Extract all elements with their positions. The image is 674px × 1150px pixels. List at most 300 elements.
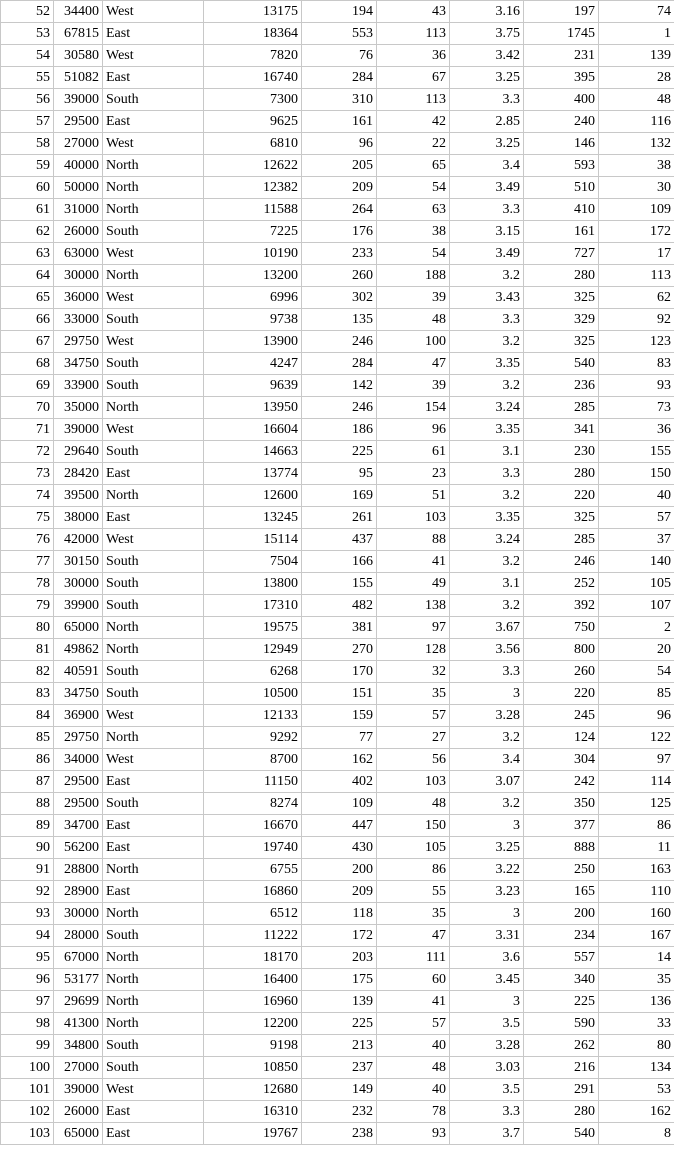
cell-row-id[interactable]: 78 bbox=[1, 573, 54, 595]
cell-value-b[interactable]: 225 bbox=[302, 441, 377, 463]
cell-rate[interactable]: 3.3 bbox=[450, 661, 524, 683]
cell-row-id[interactable]: 76 bbox=[1, 529, 54, 551]
cell-region[interactable]: East bbox=[103, 771, 204, 793]
cell-value-a[interactable]: 6996 bbox=[204, 287, 302, 309]
cell-rate[interactable]: 3.6 bbox=[450, 947, 524, 969]
cell-value-c[interactable]: 154 bbox=[377, 397, 450, 419]
cell-income[interactable]: 50000 bbox=[54, 177, 103, 199]
cell-rate[interactable]: 3 bbox=[450, 683, 524, 705]
cell-value-b[interactable]: 149 bbox=[302, 1079, 377, 1101]
cell-region[interactable]: South bbox=[103, 683, 204, 705]
cell-income[interactable]: 41300 bbox=[54, 1013, 103, 1035]
cell-value-c[interactable]: 47 bbox=[377, 925, 450, 947]
cell-rank[interactable]: 110 bbox=[599, 881, 674, 903]
cell-value-c[interactable]: 51 bbox=[377, 485, 450, 507]
cell-row-id[interactable]: 92 bbox=[1, 881, 54, 903]
cell-value-d[interactable]: 280 bbox=[524, 265, 599, 287]
cell-region[interactable]: South bbox=[103, 551, 204, 573]
cell-income[interactable]: 53177 bbox=[54, 969, 103, 991]
cell-income[interactable]: 26000 bbox=[54, 221, 103, 243]
cell-row-id[interactable]: 55 bbox=[1, 67, 54, 89]
cell-value-b[interactable]: 310 bbox=[302, 89, 377, 111]
cell-value-b[interactable]: 238 bbox=[302, 1123, 377, 1145]
cell-rate[interactable]: 3.2 bbox=[450, 331, 524, 353]
cell-row-id[interactable]: 61 bbox=[1, 199, 54, 221]
cell-income[interactable]: 34700 bbox=[54, 815, 103, 837]
cell-row-id[interactable]: 59 bbox=[1, 155, 54, 177]
cell-value-a[interactable]: 19767 bbox=[204, 1123, 302, 1145]
cell-region[interactable]: East bbox=[103, 111, 204, 133]
cell-value-b[interactable]: 284 bbox=[302, 67, 377, 89]
cell-rank[interactable]: 155 bbox=[599, 441, 674, 463]
cell-region[interactable]: West bbox=[103, 133, 204, 155]
cell-income[interactable]: 27000 bbox=[54, 1057, 103, 1079]
cell-rate[interactable]: 3.1 bbox=[450, 441, 524, 463]
cell-rank[interactable]: 62 bbox=[599, 287, 674, 309]
cell-value-c[interactable]: 86 bbox=[377, 859, 450, 881]
cell-value-c[interactable]: 67 bbox=[377, 67, 450, 89]
cell-rank[interactable]: 125 bbox=[599, 793, 674, 815]
cell-value-b[interactable]: 186 bbox=[302, 419, 377, 441]
cell-income[interactable]: 38000 bbox=[54, 507, 103, 529]
cell-region[interactable]: North bbox=[103, 177, 204, 199]
cell-value-a[interactable]: 12622 bbox=[204, 155, 302, 177]
cell-region[interactable]: North bbox=[103, 155, 204, 177]
cell-value-d[interactable]: 250 bbox=[524, 859, 599, 881]
cell-rate[interactable]: 3.3 bbox=[450, 199, 524, 221]
cell-row-id[interactable]: 81 bbox=[1, 639, 54, 661]
cell-income[interactable]: 30150 bbox=[54, 551, 103, 573]
cell-value-d[interactable]: 350 bbox=[524, 793, 599, 815]
cell-value-c[interactable]: 48 bbox=[377, 309, 450, 331]
cell-rank[interactable]: 40 bbox=[599, 485, 674, 507]
cell-income[interactable]: 34750 bbox=[54, 353, 103, 375]
cell-value-b[interactable]: 209 bbox=[302, 881, 377, 903]
cell-value-a[interactable]: 11588 bbox=[204, 199, 302, 221]
cell-value-a[interactable]: 9738 bbox=[204, 309, 302, 331]
cell-value-d[interactable]: 285 bbox=[524, 529, 599, 551]
cell-region[interactable]: West bbox=[103, 287, 204, 309]
cell-rank[interactable]: 162 bbox=[599, 1101, 674, 1123]
cell-value-b[interactable]: 151 bbox=[302, 683, 377, 705]
cell-value-d[interactable]: 246 bbox=[524, 551, 599, 573]
cell-rate[interactable]: 3.03 bbox=[450, 1057, 524, 1079]
cell-value-d[interactable]: 230 bbox=[524, 441, 599, 463]
cell-value-d[interactable]: 234 bbox=[524, 925, 599, 947]
cell-region[interactable]: North bbox=[103, 1013, 204, 1035]
cell-rate[interactable]: 3.3 bbox=[450, 89, 524, 111]
cell-row-id[interactable]: 64 bbox=[1, 265, 54, 287]
cell-value-b[interactable]: 142 bbox=[302, 375, 377, 397]
cell-row-id[interactable]: 66 bbox=[1, 309, 54, 331]
cell-rate[interactable]: 3.2 bbox=[450, 265, 524, 287]
cell-region[interactable]: East bbox=[103, 815, 204, 837]
cell-rank[interactable]: 20 bbox=[599, 639, 674, 661]
cell-value-b[interactable]: 213 bbox=[302, 1035, 377, 1057]
cell-value-b[interactable]: 170 bbox=[302, 661, 377, 683]
cell-value-b[interactable]: 159 bbox=[302, 705, 377, 727]
cell-rank[interactable]: 86 bbox=[599, 815, 674, 837]
cell-value-a[interactable]: 13200 bbox=[204, 265, 302, 287]
cell-value-d[interactable]: 888 bbox=[524, 837, 599, 859]
cell-rate[interactable]: 3.15 bbox=[450, 221, 524, 243]
cell-value-b[interactable]: 264 bbox=[302, 199, 377, 221]
cell-rate[interactable]: 3.5 bbox=[450, 1079, 524, 1101]
cell-rate[interactable]: 3.4 bbox=[450, 155, 524, 177]
cell-value-a[interactable]: 16860 bbox=[204, 881, 302, 903]
cell-rate[interactable]: 3.23 bbox=[450, 881, 524, 903]
cell-value-b[interactable]: 260 bbox=[302, 265, 377, 287]
cell-row-id[interactable]: 98 bbox=[1, 1013, 54, 1035]
cell-value-a[interactable]: 9198 bbox=[204, 1035, 302, 1057]
cell-value-d[interactable]: 165 bbox=[524, 881, 599, 903]
cell-rank[interactable]: 48 bbox=[599, 89, 674, 111]
cell-row-id[interactable]: 83 bbox=[1, 683, 54, 705]
cell-region[interactable]: South bbox=[103, 573, 204, 595]
cell-value-d[interactable]: 220 bbox=[524, 485, 599, 507]
cell-value-c[interactable]: 113 bbox=[377, 89, 450, 111]
cell-value-c[interactable]: 61 bbox=[377, 441, 450, 463]
cell-rank[interactable]: 97 bbox=[599, 749, 674, 771]
cell-row-id[interactable]: 96 bbox=[1, 969, 54, 991]
cell-value-a[interactable]: 16740 bbox=[204, 67, 302, 89]
cell-income[interactable]: 39000 bbox=[54, 89, 103, 111]
cell-value-d[interactable]: 377 bbox=[524, 815, 599, 837]
cell-region[interactable]: South bbox=[103, 375, 204, 397]
cell-value-a[interactable]: 19740 bbox=[204, 837, 302, 859]
cell-value-b[interactable]: 437 bbox=[302, 529, 377, 551]
cell-value-b[interactable]: 261 bbox=[302, 507, 377, 529]
cell-row-id[interactable]: 69 bbox=[1, 375, 54, 397]
cell-income[interactable]: 36900 bbox=[54, 705, 103, 727]
cell-rank[interactable]: 85 bbox=[599, 683, 674, 705]
cell-value-c[interactable]: 138 bbox=[377, 595, 450, 617]
cell-value-b[interactable]: 155 bbox=[302, 573, 377, 595]
cell-value-a[interactable]: 15114 bbox=[204, 529, 302, 551]
cell-rate[interactable]: 3.28 bbox=[450, 705, 524, 727]
cell-row-id[interactable]: 84 bbox=[1, 705, 54, 727]
cell-row-id[interactable]: 85 bbox=[1, 727, 54, 749]
cell-rate[interactable]: 3.49 bbox=[450, 243, 524, 265]
cell-rate[interactable]: 3.43 bbox=[450, 287, 524, 309]
cell-rank[interactable]: 160 bbox=[599, 903, 674, 925]
cell-value-a[interactable]: 7820 bbox=[204, 45, 302, 67]
cell-value-c[interactable]: 60 bbox=[377, 969, 450, 991]
cell-region[interactable]: South bbox=[103, 595, 204, 617]
cell-value-c[interactable]: 39 bbox=[377, 287, 450, 309]
cell-value-c[interactable]: 40 bbox=[377, 1035, 450, 1057]
cell-value-d[interactable]: 216 bbox=[524, 1057, 599, 1079]
cell-rank[interactable]: 132 bbox=[599, 133, 674, 155]
cell-income[interactable]: 27000 bbox=[54, 133, 103, 155]
cell-value-d[interactable]: 1745 bbox=[524, 23, 599, 45]
cell-region[interactable]: North bbox=[103, 969, 204, 991]
cell-rate[interactable]: 3.25 bbox=[450, 837, 524, 859]
cell-value-d[interactable]: 280 bbox=[524, 463, 599, 485]
cell-value-c[interactable]: 48 bbox=[377, 1057, 450, 1079]
cell-value-a[interactable]: 18364 bbox=[204, 23, 302, 45]
cell-row-id[interactable]: 82 bbox=[1, 661, 54, 683]
cell-region[interactable]: North bbox=[103, 991, 204, 1013]
cell-row-id[interactable]: 87 bbox=[1, 771, 54, 793]
cell-value-c[interactable]: 103 bbox=[377, 771, 450, 793]
cell-value-b[interactable]: 270 bbox=[302, 639, 377, 661]
cell-value-b[interactable]: 166 bbox=[302, 551, 377, 573]
cell-income[interactable]: 49862 bbox=[54, 639, 103, 661]
cell-value-a[interactable]: 7504 bbox=[204, 551, 302, 573]
cell-row-id[interactable]: 62 bbox=[1, 221, 54, 243]
cell-rate[interactable]: 3.75 bbox=[450, 23, 524, 45]
cell-row-id[interactable]: 57 bbox=[1, 111, 54, 133]
cell-value-d[interactable]: 329 bbox=[524, 309, 599, 331]
cell-rate[interactable]: 3.2 bbox=[450, 485, 524, 507]
cell-rank[interactable]: 83 bbox=[599, 353, 674, 375]
cell-value-c[interactable]: 27 bbox=[377, 727, 450, 749]
cell-value-b[interactable]: 135 bbox=[302, 309, 377, 331]
cell-value-c[interactable]: 42 bbox=[377, 111, 450, 133]
cell-value-d[interactable]: 291 bbox=[524, 1079, 599, 1101]
cell-income[interactable]: 67815 bbox=[54, 23, 103, 45]
cell-rank[interactable]: 93 bbox=[599, 375, 674, 397]
cell-value-c[interactable]: 32 bbox=[377, 661, 450, 683]
cell-value-b[interactable]: 96 bbox=[302, 133, 377, 155]
cell-value-d[interactable]: 510 bbox=[524, 177, 599, 199]
cell-row-id[interactable]: 89 bbox=[1, 815, 54, 837]
cell-rate[interactable]: 3.4 bbox=[450, 749, 524, 771]
cell-region[interactable]: North bbox=[103, 903, 204, 925]
cell-value-a[interactable]: 16400 bbox=[204, 969, 302, 991]
cell-rate[interactable]: 3.2 bbox=[450, 375, 524, 397]
cell-income[interactable]: 26000 bbox=[54, 1101, 103, 1123]
cell-value-b[interactable]: 381 bbox=[302, 617, 377, 639]
cell-value-a[interactable]: 6810 bbox=[204, 133, 302, 155]
cell-value-b[interactable]: 447 bbox=[302, 815, 377, 837]
cell-rate[interactable]: 3 bbox=[450, 991, 524, 1013]
cell-value-c[interactable]: 41 bbox=[377, 551, 450, 573]
cell-rate[interactable]: 3.7 bbox=[450, 1123, 524, 1145]
cell-value-c[interactable]: 48 bbox=[377, 793, 450, 815]
cell-region[interactable]: North bbox=[103, 199, 204, 221]
cell-value-d[interactable]: 540 bbox=[524, 1123, 599, 1145]
cell-value-a[interactable]: 11222 bbox=[204, 925, 302, 947]
cell-income[interactable]: 28900 bbox=[54, 881, 103, 903]
cell-rate[interactable]: 3.56 bbox=[450, 639, 524, 661]
cell-region[interactable]: West bbox=[103, 243, 204, 265]
cell-income[interactable]: 51082 bbox=[54, 67, 103, 89]
cell-income[interactable]: 29500 bbox=[54, 793, 103, 815]
cell-value-d[interactable]: 341 bbox=[524, 419, 599, 441]
cell-value-d[interactable]: 200 bbox=[524, 903, 599, 925]
cell-value-b[interactable]: 109 bbox=[302, 793, 377, 815]
cell-rank[interactable]: 54 bbox=[599, 661, 674, 683]
cell-value-a[interactable]: 9625 bbox=[204, 111, 302, 133]
cell-value-b[interactable]: 95 bbox=[302, 463, 377, 485]
cell-row-id[interactable]: 53 bbox=[1, 23, 54, 45]
cell-value-a[interactable]: 10500 bbox=[204, 683, 302, 705]
cell-value-d[interactable]: 245 bbox=[524, 705, 599, 727]
cell-income[interactable]: 29500 bbox=[54, 111, 103, 133]
cell-value-d[interactable]: 240 bbox=[524, 111, 599, 133]
cell-row-id[interactable]: 65 bbox=[1, 287, 54, 309]
cell-value-b[interactable]: 176 bbox=[302, 221, 377, 243]
cell-value-c[interactable]: 23 bbox=[377, 463, 450, 485]
cell-value-a[interactable]: 12382 bbox=[204, 177, 302, 199]
cell-value-b[interactable]: 302 bbox=[302, 287, 377, 309]
cell-row-id[interactable]: 80 bbox=[1, 617, 54, 639]
cell-rank[interactable]: 107 bbox=[599, 595, 674, 617]
cell-value-c[interactable]: 88 bbox=[377, 529, 450, 551]
cell-value-d[interactable]: 593 bbox=[524, 155, 599, 177]
cell-value-d[interactable]: 325 bbox=[524, 507, 599, 529]
cell-value-d[interactable]: 220 bbox=[524, 683, 599, 705]
cell-region[interactable]: East bbox=[103, 507, 204, 529]
cell-row-id[interactable]: 60 bbox=[1, 177, 54, 199]
cell-region[interactable]: East bbox=[103, 1101, 204, 1123]
cell-rate[interactable]: 3.67 bbox=[450, 617, 524, 639]
cell-income[interactable]: 30000 bbox=[54, 573, 103, 595]
cell-region[interactable]: West bbox=[103, 45, 204, 67]
cell-row-id[interactable]: 93 bbox=[1, 903, 54, 925]
cell-value-a[interactable]: 4247 bbox=[204, 353, 302, 375]
cell-value-c[interactable]: 96 bbox=[377, 419, 450, 441]
cell-value-d[interactable]: 262 bbox=[524, 1035, 599, 1057]
cell-value-d[interactable]: 197 bbox=[524, 1, 599, 23]
cell-income[interactable]: 34400 bbox=[54, 1, 103, 23]
cell-income[interactable]: 56200 bbox=[54, 837, 103, 859]
cell-value-c[interactable]: 36 bbox=[377, 45, 450, 67]
cell-region[interactable]: South bbox=[103, 441, 204, 463]
cell-value-c[interactable]: 128 bbox=[377, 639, 450, 661]
cell-rate[interactable]: 3.25 bbox=[450, 133, 524, 155]
cell-value-c[interactable]: 103 bbox=[377, 507, 450, 529]
cell-value-c[interactable]: 40 bbox=[377, 1079, 450, 1101]
cell-row-id[interactable]: 95 bbox=[1, 947, 54, 969]
cell-value-c[interactable]: 41 bbox=[377, 991, 450, 1013]
cell-income[interactable]: 30000 bbox=[54, 903, 103, 925]
cell-region[interactable]: East bbox=[103, 837, 204, 859]
cell-value-b[interactable]: 233 bbox=[302, 243, 377, 265]
cell-rank[interactable]: 80 bbox=[599, 1035, 674, 1057]
cell-value-b[interactable]: 76 bbox=[302, 45, 377, 67]
cell-rate[interactable]: 3.3 bbox=[450, 463, 524, 485]
cell-value-c[interactable]: 57 bbox=[377, 705, 450, 727]
cell-value-c[interactable]: 97 bbox=[377, 617, 450, 639]
cell-value-b[interactable]: 482 bbox=[302, 595, 377, 617]
cell-rate[interactable]: 3.07 bbox=[450, 771, 524, 793]
cell-rate[interactable]: 3.35 bbox=[450, 507, 524, 529]
cell-rank[interactable]: 122 bbox=[599, 727, 674, 749]
cell-income[interactable]: 39000 bbox=[54, 419, 103, 441]
cell-value-b[interactable]: 118 bbox=[302, 903, 377, 925]
cell-value-a[interactable]: 13245 bbox=[204, 507, 302, 529]
cell-region[interactable]: South bbox=[103, 1057, 204, 1079]
cell-rank[interactable]: 114 bbox=[599, 771, 674, 793]
cell-rank[interactable]: 8 bbox=[599, 1123, 674, 1145]
cell-value-c[interactable]: 100 bbox=[377, 331, 450, 353]
cell-value-a[interactable]: 10850 bbox=[204, 1057, 302, 1079]
cell-region[interactable]: North bbox=[103, 727, 204, 749]
cell-rank[interactable]: 30 bbox=[599, 177, 674, 199]
cell-rank[interactable]: 17 bbox=[599, 243, 674, 265]
cell-rank[interactable]: 11 bbox=[599, 837, 674, 859]
cell-region[interactable]: West bbox=[103, 529, 204, 551]
cell-rank[interactable]: 92 bbox=[599, 309, 674, 331]
cell-value-a[interactable]: 12680 bbox=[204, 1079, 302, 1101]
cell-region[interactable]: South bbox=[103, 221, 204, 243]
cell-income[interactable]: 28800 bbox=[54, 859, 103, 881]
cell-value-c[interactable]: 22 bbox=[377, 133, 450, 155]
cell-value-d[interactable]: 225 bbox=[524, 991, 599, 1013]
cell-rank[interactable]: 134 bbox=[599, 1057, 674, 1079]
cell-region[interactable]: East bbox=[103, 23, 204, 45]
cell-value-c[interactable]: 56 bbox=[377, 749, 450, 771]
cell-income[interactable]: 28420 bbox=[54, 463, 103, 485]
cell-income[interactable]: 34800 bbox=[54, 1035, 103, 1057]
cell-row-id[interactable]: 100 bbox=[1, 1057, 54, 1079]
cell-rate[interactable]: 3.45 bbox=[450, 969, 524, 991]
cell-rate[interactable]: 3.42 bbox=[450, 45, 524, 67]
cell-value-b[interactable]: 402 bbox=[302, 771, 377, 793]
cell-row-id[interactable]: 94 bbox=[1, 925, 54, 947]
cell-region[interactable]: East bbox=[103, 881, 204, 903]
cell-row-id[interactable]: 103 bbox=[1, 1123, 54, 1145]
cell-rate[interactable]: 3.49 bbox=[450, 177, 524, 199]
cell-value-b[interactable]: 139 bbox=[302, 991, 377, 1013]
cell-value-d[interactable]: 540 bbox=[524, 353, 599, 375]
cell-income[interactable]: 42000 bbox=[54, 529, 103, 551]
cell-region[interactable]: South bbox=[103, 89, 204, 111]
cell-value-c[interactable]: 54 bbox=[377, 177, 450, 199]
cell-value-d[interactable]: 161 bbox=[524, 221, 599, 243]
cell-value-a[interactable]: 13800 bbox=[204, 573, 302, 595]
cell-rank[interactable]: 163 bbox=[599, 859, 674, 881]
cell-value-a[interactable]: 14663 bbox=[204, 441, 302, 463]
cell-value-d[interactable]: 304 bbox=[524, 749, 599, 771]
cell-region[interactable]: South bbox=[103, 925, 204, 947]
cell-value-a[interactable]: 12200 bbox=[204, 1013, 302, 1035]
cell-rank[interactable]: 96 bbox=[599, 705, 674, 727]
cell-value-c[interactable]: 47 bbox=[377, 353, 450, 375]
cell-rate[interactable]: 3.2 bbox=[450, 551, 524, 573]
cell-rank[interactable]: 172 bbox=[599, 221, 674, 243]
cell-income[interactable]: 39900 bbox=[54, 595, 103, 617]
cell-row-id[interactable]: 52 bbox=[1, 1, 54, 23]
cell-region[interactable]: South bbox=[103, 793, 204, 815]
cell-income[interactable]: 40591 bbox=[54, 661, 103, 683]
cell-region[interactable]: West bbox=[103, 419, 204, 441]
cell-rate[interactable]: 3.3 bbox=[450, 309, 524, 331]
cell-rate[interactable]: 3.31 bbox=[450, 925, 524, 947]
cell-value-d[interactable]: 325 bbox=[524, 331, 599, 353]
cell-value-d[interactable]: 395 bbox=[524, 67, 599, 89]
cell-rank[interactable]: 140 bbox=[599, 551, 674, 573]
cell-rank[interactable]: 116 bbox=[599, 111, 674, 133]
cell-value-d[interactable]: 242 bbox=[524, 771, 599, 793]
cell-region[interactable]: South bbox=[103, 1035, 204, 1057]
cell-row-id[interactable]: 74 bbox=[1, 485, 54, 507]
cell-row-id[interactable]: 56 bbox=[1, 89, 54, 111]
cell-value-b[interactable]: 237 bbox=[302, 1057, 377, 1079]
cell-value-a[interactable]: 12949 bbox=[204, 639, 302, 661]
cell-value-a[interactable]: 13950 bbox=[204, 397, 302, 419]
cell-row-id[interactable]: 99 bbox=[1, 1035, 54, 1057]
cell-row-id[interactable]: 79 bbox=[1, 595, 54, 617]
cell-row-id[interactable]: 86 bbox=[1, 749, 54, 771]
cell-value-a[interactable]: 18170 bbox=[204, 947, 302, 969]
cell-rate[interactable]: 3.5 bbox=[450, 1013, 524, 1035]
cell-row-id[interactable]: 88 bbox=[1, 793, 54, 815]
cell-value-b[interactable]: 284 bbox=[302, 353, 377, 375]
